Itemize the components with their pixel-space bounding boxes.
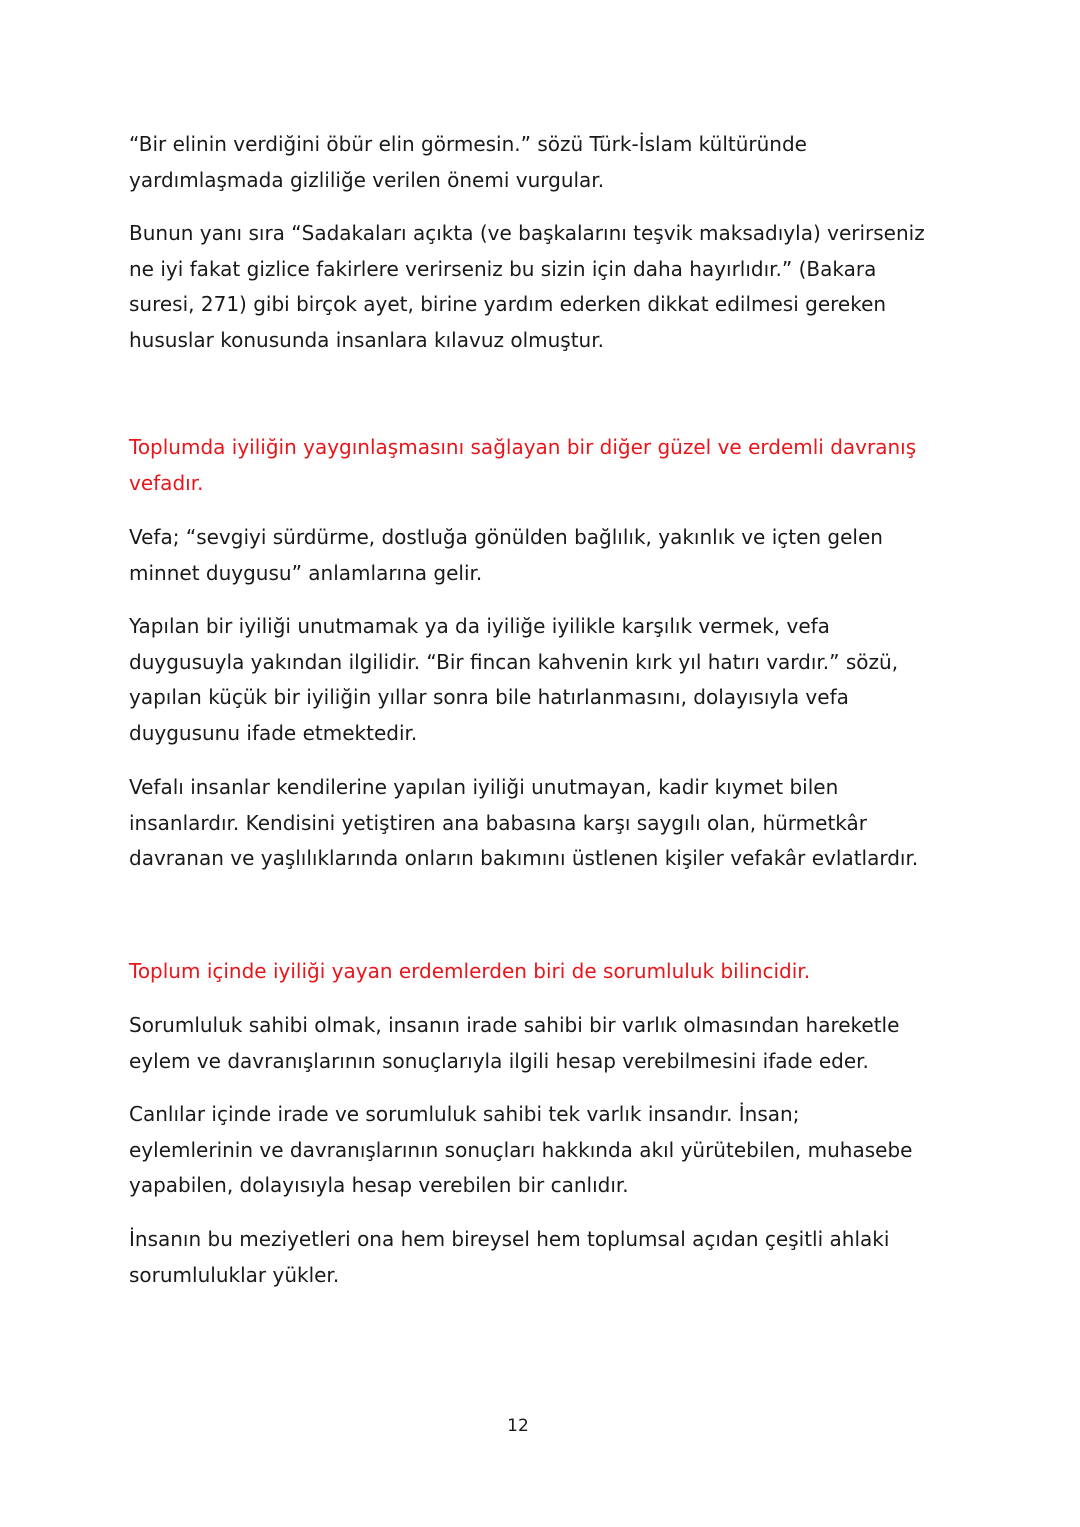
paragraph-vefa-definition: Vefa; “sevgiyi sürdürme, dostluğa gönülden bağlılık, yakınlık ve içten gelen minnet duygusu” anlamlarına gelir. <box>129 525 883 585</box>
heading-vefa: Toplumda iyiliğin yaygınlaşmasını sağlayan bir diğer güzel ve erdemli davranış vefadır. <box>129 435 917 495</box>
paragraph-insan-irade: Canlılar içinde irade ve sorumluluk sahibi tek varlık insandır. İnsan; eylemlerinin ve davranışlarının sonuçları hakkında akıl yürütebilen, muhasebe yapabilen, dolayısıyla hesap verebilen bir canlıdır. <box>129 1102 913 1197</box>
paragraph-bakara-verse: Bunun yanı sıra “Sadakaları açıkta (ve başkalarını teşvik maksadıyla) verirseniz ne iyi fakat gizlice fakirlere verirseniz bu sizin için daha hayırlıdır.” (Bakara suresi, 271) gibi birçok ayet, birine yardım ederken dikkat edilmesi gereken hususlar konusunda insanlara kılavuz olmuştur. <box>129 221 925 352</box>
paragraph-vefali-insanlar: Vefalı insanlar kendilerine yapılan iyiliği unutmayan, kadir kıymet bilen insanlardır. Kendisini yetiştiren ana babasına karşı saygılı olan, hürmetkâr davranan ve yaşlılıklarında onların bakımını üstlenen kişiler vefakâr evlatlardır. <box>129 775 919 870</box>
paragraph-vefa-kindness: Yapılan bir iyiliği unutmamak ya da iyiliğe iyilikle karşılık vermek, vefa duygusuyla yakından ilgilidir. “Bir fincan kahvenin kırk yıl hatırı vardır.” sözü, yapılan küçük bir iyiliğin yıllar sonra bile hatırlanmasını, dolayısıyla vefa duygusunu ifade etmektedir. <box>129 614 899 745</box>
paragraph-hidden-charity: “Bir elinin verdiğini öbür elin görmesin.” sözü Türk-İslam kültüründe yardımlaşmada gizliliğe verilen önemi vurgular. <box>129 132 807 192</box>
page-number: 12 <box>507 1416 529 1436</box>
heading-sorumluluk: Toplum içinde iyiliği yayan erdemlerden biri de sorumluluk bilincidir. <box>129 959 811 983</box>
paragraph-sorumluluk-definition: Sorumluluk sahibi olmak, insanın irade sahibi bir varlık olmasından hareketle eylem ve davranışlarının sonuçlarıyla ilgili hesap verebilmesini ifade eder. <box>129 1013 900 1073</box>
paragraph-insan-meziyetleri: İnsanın bu meziyetleri ona hem bireysel hem toplumsal açıdan çeşitli ahlaki sorumluluklar yükler. <box>129 1227 890 1287</box>
